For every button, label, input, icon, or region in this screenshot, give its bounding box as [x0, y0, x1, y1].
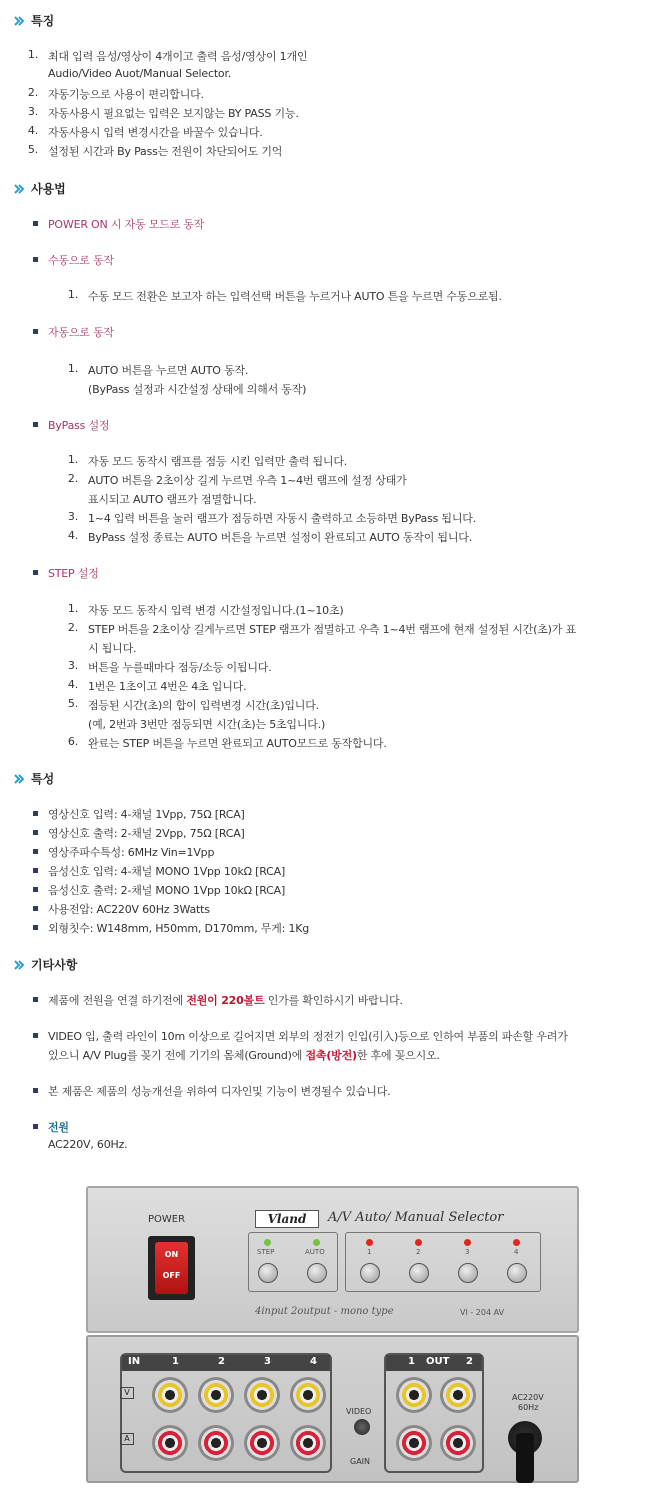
list-number: 3. [67, 659, 78, 672]
channel-label: 1 [367, 1248, 372, 1256]
list-number: 3. [67, 510, 78, 523]
channel-lamp [464, 1239, 471, 1246]
section-heading-features [14, 12, 54, 29]
video-output-jack[interactable] [440, 1377, 476, 1413]
list-number: 2. [67, 472, 78, 485]
bypass-title: ByPass 설정 [48, 419, 110, 432]
chevron-right-icon [14, 16, 24, 26]
list-number: 1. [67, 453, 78, 466]
channel-label: 2 [416, 1248, 421, 1256]
square-bullet-icon [33, 811, 38, 816]
list-item-text: 자동 모드 동작시 램프를 점등 시킨 입력만 출력 됩니다. [88, 455, 348, 468]
spec-item: 음성신호 출력: 2-채널 MONO 1Vpp 10kΩ [RCA] [48, 884, 286, 897]
list-item-text: AUTO 버튼을 2초이상 길게 누르면 우측 1~4번 램프에 설정 상태가 [88, 474, 407, 487]
channel-button-group [345, 1232, 541, 1292]
misc-text: 있으니 A/V Plug를 꽂기 전에 기기의 몸체(Ground)에 [48, 1049, 306, 1062]
misc-item-static-line1: VIDEO 입, 출력 라인이 10m 이상으로 길어지면 외부의 정전기 인입(引入)등으로 인하여 부품의 파손할 우려가 [48, 1030, 568, 1043]
list-number: 4. [27, 124, 38, 137]
power-switch-housing [148, 1236, 195, 1300]
section-heading-usage [14, 180, 66, 197]
square-bullet-icon [33, 906, 38, 911]
hz-label: 60Hz [518, 1403, 539, 1412]
video-output-jack[interactable] [396, 1377, 432, 1413]
misc-item-power-check [48, 992, 403, 1008]
misc-text: 인가를 확인하시기 바랍니다. [264, 994, 403, 1007]
chevron-right-icon [14, 774, 24, 784]
auto-label: AUTO [305, 1248, 325, 1256]
power-switch[interactable] [155, 1242, 188, 1294]
audio-row-marker: A [120, 1433, 134, 1445]
channel-lamp [366, 1239, 373, 1246]
spec-item: 영상주파수특성: 6MHz Vin=1Vpp [48, 846, 215, 859]
out-label: OUT [426, 1356, 450, 1367]
audio-input-jack[interactable] [152, 1425, 188, 1461]
video-gain-label: VIDEO [346, 1407, 372, 1416]
chevron-right-icon [14, 184, 24, 194]
square-bullet-icon [33, 570, 38, 575]
section-heading-misc [14, 956, 77, 973]
video-input-jack[interactable] [244, 1377, 280, 1413]
square-bullet-icon [33, 997, 38, 1002]
channel-lamp [513, 1239, 520, 1246]
section-title: 사용법 [31, 182, 66, 196]
output-channel-number: 1 [408, 1356, 415, 1367]
audio-input-jack[interactable] [244, 1425, 280, 1461]
step-title: STEP 설정 [48, 567, 99, 580]
list-item-text: Audio/Video Auot/Manual Selector. [48, 67, 232, 80]
list-number: 5. [67, 697, 78, 710]
step-lamp [264, 1239, 271, 1246]
square-bullet-icon [33, 887, 38, 892]
square-bullet-icon [33, 422, 38, 427]
switch-on-label: ON [164, 1250, 179, 1259]
device-front-panel [86, 1186, 579, 1333]
list-item-text: 버튼을 누를때마다 점등/소등 이됩니다. [88, 661, 272, 674]
power-label: POWER [148, 1214, 186, 1225]
device-back-panel [86, 1335, 579, 1483]
ac-label: AC220V [512, 1393, 544, 1402]
list-number: 4. [67, 678, 78, 691]
list-item-text: 완료는 STEP 버튼을 누르면 완료되고 AUTO모드로 동작합니다. [88, 737, 387, 750]
section-title: 특징 [31, 14, 55, 28]
list-item-text: STEP 버튼을 2초이상 길게누르면 STEP 램프가 점멸하고 우측 1~4번 램프에 현재 설정된 시간(초)가 표 [88, 623, 576, 636]
spec-item: 음성신호 입력: 4-채널 MONO 1Vpp 10kΩ [RCA] [48, 865, 286, 878]
brand-logo: Vland [255, 1210, 319, 1228]
list-item-text: (예, 2번과 3번만 점등되면 시간(초)는 5초입니다.) [88, 718, 326, 731]
power-title: 전원 [48, 1121, 69, 1134]
list-number: 3. [27, 105, 38, 118]
list-number: 1. [67, 288, 78, 301]
channel-button[interactable] [409, 1263, 429, 1283]
auto-button[interactable] [307, 1263, 327, 1283]
list-item-text: AUTO 버튼을 누르면 AUTO 동작. [88, 364, 249, 377]
square-bullet-icon [33, 868, 38, 873]
list-item-text: 표시되고 AUTO 램프가 점멸합니다. [88, 493, 257, 506]
model-title: A/V Auto/ Manual Selector [328, 1210, 504, 1225]
section-title: 기타사항 [31, 958, 78, 972]
list-item-text: 설정된 시간과 By Pass는 전원이 차단되어도 기억 [48, 145, 283, 158]
square-bullet-icon [33, 221, 38, 226]
spec-item: 사용전압: AC220V 60Hz 3Watts [48, 903, 210, 916]
power-on-text: POWER ON 시 자동 모드로 동작 [48, 218, 205, 231]
square-bullet-icon [33, 1088, 38, 1093]
in-label: IN [128, 1356, 141, 1367]
misc-text: 제품에 전원을 연결 하기전에 [48, 994, 187, 1007]
input-connector-group [120, 1353, 332, 1473]
section-title: 특성 [31, 772, 55, 786]
list-item-text: 점등된 시간(초)의 합이 입력변경 시간(초)입니다. [88, 699, 319, 712]
list-item-text: 자동 모드 동작시 입력 변경 시간설정입니다.(1~10초) [88, 604, 344, 617]
auto-mode-title: 자동으로 동작 [48, 326, 114, 339]
list-item-text: 수동 모드 전환은 보고자 하는 입력선택 버튼을 누르거나 AUTO 튼을 누르면 수동으로됨. [88, 290, 502, 303]
audio-input-jack[interactable] [198, 1425, 234, 1461]
output-connector-group [384, 1353, 484, 1473]
square-bullet-icon [33, 329, 38, 334]
misc-text: 한 후에 꽂으시오. [356, 1049, 440, 1062]
audio-output-jack[interactable] [396, 1425, 432, 1461]
list-number: 4. [67, 529, 78, 542]
channel-button[interactable] [360, 1263, 380, 1283]
list-item-text: 시 됩니다. [88, 642, 137, 655]
input-channel-number: 4 [310, 1356, 317, 1367]
section-heading-specs [14, 770, 54, 787]
output-channel-number: 2 [466, 1356, 473, 1367]
list-number: 5. [27, 143, 38, 156]
list-item-text: 최대 입력 음성/영상이 4개이고 출력 음성/영상이 1개인 [48, 50, 308, 63]
list-number: 1. [67, 602, 78, 615]
misc-item-static-line2 [48, 1047, 440, 1063]
chevron-right-icon [14, 960, 24, 970]
power-cord [516, 1433, 534, 1483]
square-bullet-icon [33, 925, 38, 930]
device-subtitle: 4input 2output - mono type [255, 1306, 394, 1317]
misc-item-design-change: 본 제품은 제품의 성능개선을 위하여 디자인및 기능이 변경될수 있습니다. [48, 1085, 391, 1098]
channel-button[interactable] [458, 1263, 478, 1283]
spec-item: 영상신호 입력: 4-채널 1Vpp, 75Ω [RCA] [48, 808, 245, 821]
channel-label: 4 [514, 1248, 519, 1256]
audio-input-jack[interactable] [290, 1425, 326, 1461]
highlight-text: 접촉(방전) [305, 1049, 357, 1062]
list-item-text: 1~4 입력 버튼을 눌러 램프가 점등하면 자동시 출력하고 소등하면 ByPass 됩니다. [88, 512, 476, 525]
square-bullet-icon [33, 1033, 38, 1038]
power-value: AC220V, 60Hz. [48, 1138, 128, 1151]
video-input-jack[interactable] [198, 1377, 234, 1413]
list-item-text: 1번은 1초이고 4번은 4초 입니다. [88, 680, 247, 693]
list-number: 1. [67, 362, 78, 375]
list-number: 6. [67, 735, 78, 748]
gain-knob[interactable] [354, 1419, 370, 1435]
video-input-jack[interactable] [152, 1377, 188, 1413]
input-header-bar [122, 1355, 330, 1371]
list-number: 1. [27, 48, 38, 61]
model-number: VI - 204 AV [460, 1308, 505, 1317]
square-bullet-icon [33, 830, 38, 835]
list-item-text: 자동사용시 필요없는 입력은 보지않는 BY PASS 기능. [48, 107, 299, 120]
list-item-text: (ByPass 설정과 시간설정 상태에 의해서 동작) [88, 383, 307, 396]
input-channel-number: 1 [172, 1356, 179, 1367]
list-number: 2. [67, 621, 78, 634]
list-item-text: ByPass 설정 종료는 AUTO 버튼을 누르면 설정이 완료되고 AUTO 동작이 됩니다. [88, 531, 472, 544]
switch-off-label: OFF [162, 1271, 181, 1280]
auto-lamp [313, 1239, 320, 1246]
square-bullet-icon [33, 849, 38, 854]
channel-button[interactable] [507, 1263, 527, 1283]
square-bullet-icon [33, 257, 38, 262]
input-channel-number: 3 [264, 1356, 271, 1367]
manual-mode-title: 수동으로 동작 [48, 254, 114, 267]
spec-item: 외형칫수: W148mm, H50mm, D170mm, 무게: 1Kg [48, 922, 310, 935]
video-input-jack[interactable] [290, 1377, 326, 1413]
list-item-text: 자동기능으로 사용이 편리합니다. [48, 88, 204, 101]
input-channel-number: 2 [218, 1356, 225, 1367]
audio-output-jack[interactable] [440, 1425, 476, 1461]
gain-label: GAIN [350, 1457, 371, 1466]
video-row-marker: V [120, 1387, 134, 1399]
square-bullet-icon [33, 1124, 38, 1129]
step-label: STEP [257, 1248, 275, 1256]
channel-label: 3 [465, 1248, 470, 1256]
step-button[interactable] [258, 1263, 278, 1283]
highlight-text: 전원이 220볼트 [186, 994, 265, 1007]
channel-lamp [415, 1239, 422, 1246]
list-number: 2. [27, 86, 38, 99]
list-item-text: 자동사용시 입력 변경시간을 바꿀수 있습니다. [48, 126, 263, 139]
mode-button-group [248, 1232, 338, 1292]
spec-item: 영상신호 출력: 2-채널 2Vpp, 75Ω [RCA] [48, 827, 245, 840]
